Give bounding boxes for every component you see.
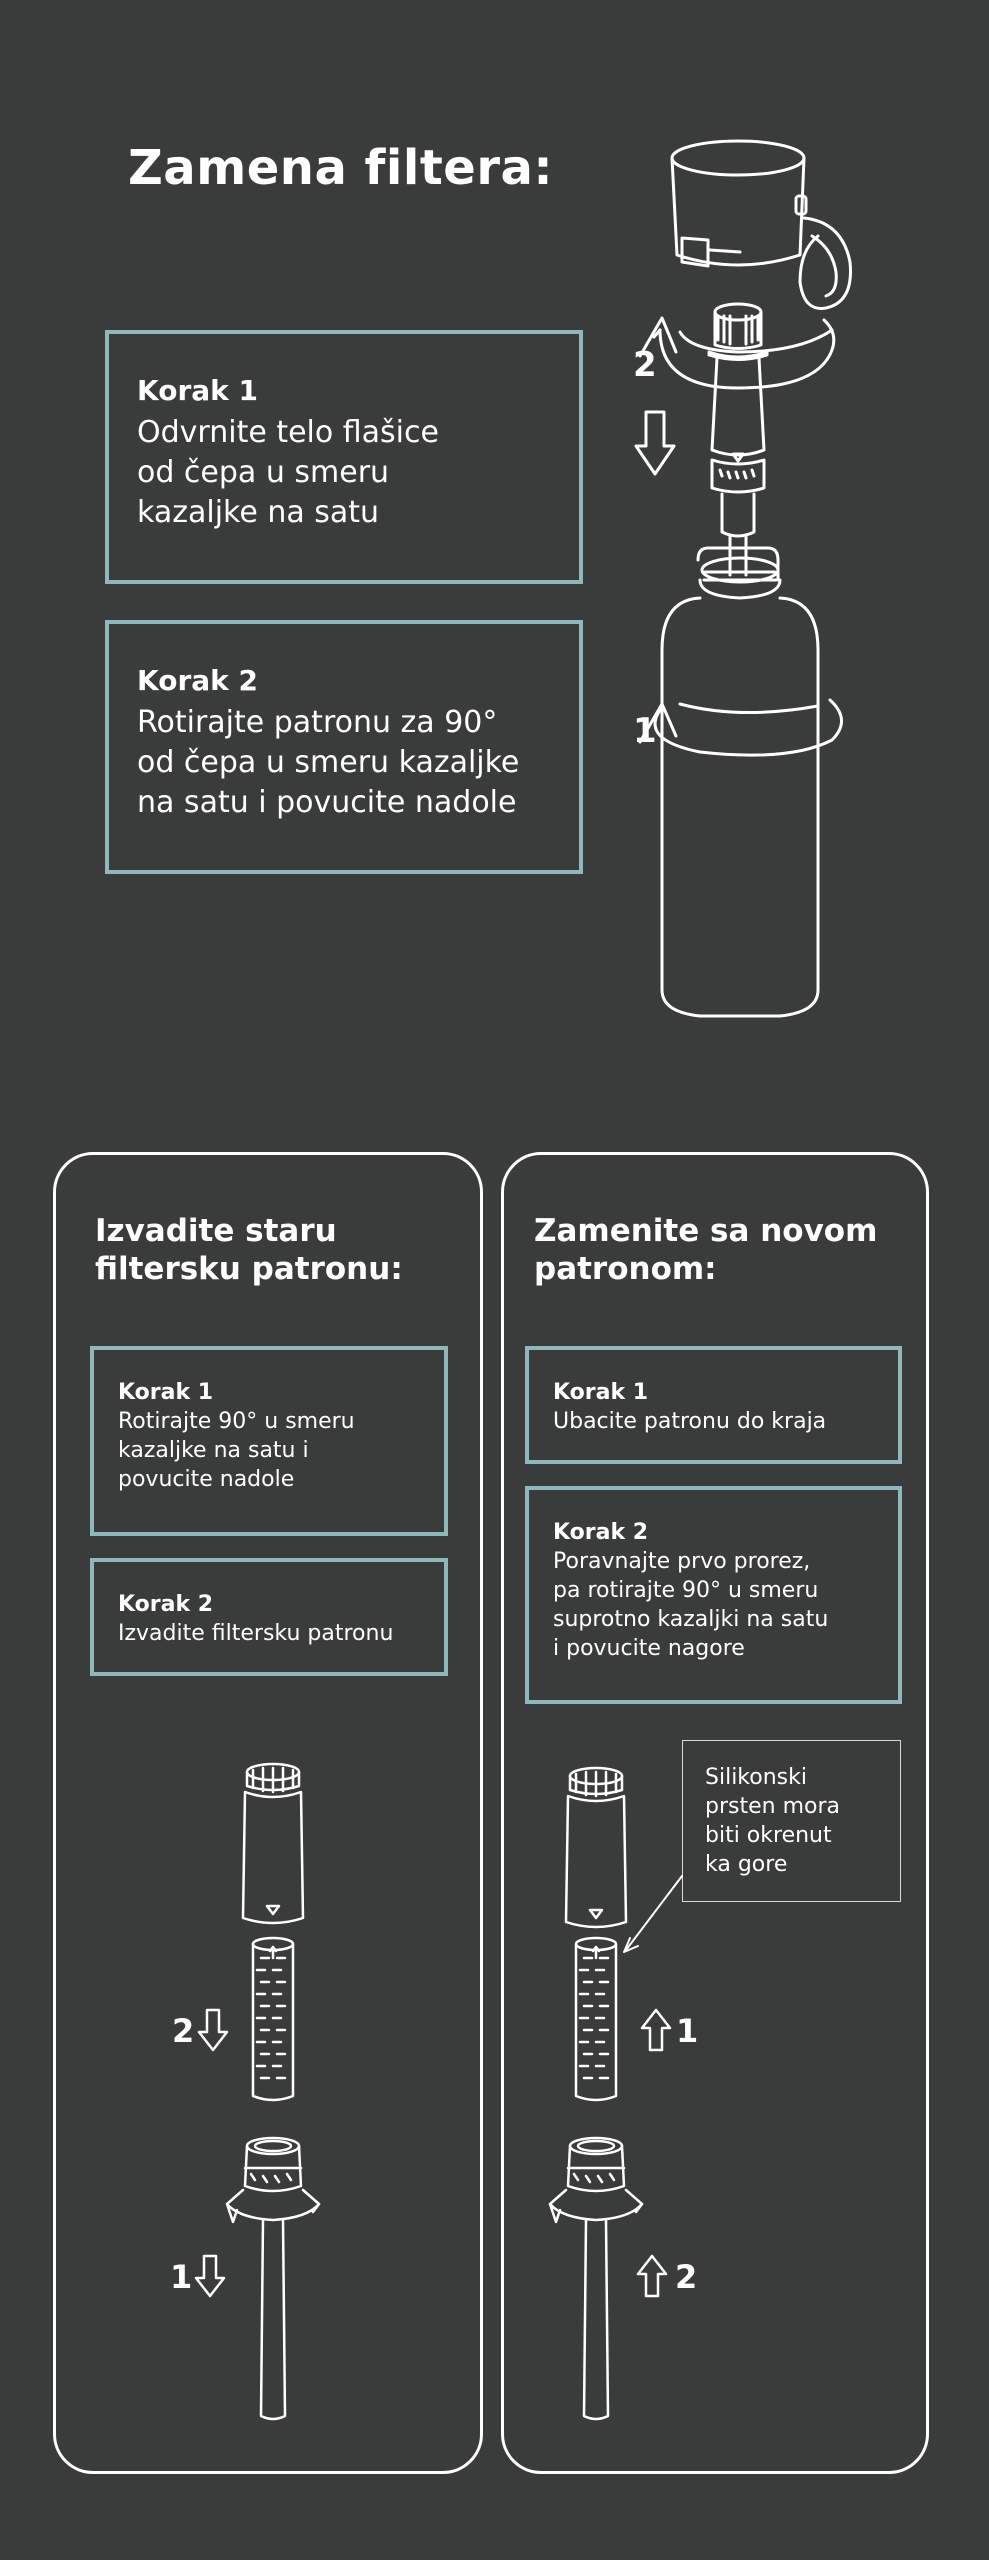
step-text-line: Rotirajte 90° u smeru	[118, 1409, 355, 1434]
up-arrow-icon	[642, 2010, 670, 2050]
step-text-line: Rotirajte patronu za 90°	[137, 705, 498, 740]
step-text-line: od čepa u smeru	[137, 455, 390, 490]
cartridge-housing-drawing	[243, 1764, 303, 1923]
cartridge-housing-drawing	[566, 1768, 626, 1927]
arrow-label: 2	[675, 2258, 698, 2296]
page-title: Zamena filtera:	[128, 140, 554, 196]
step-text-line: kazaljke na satu	[137, 495, 380, 530]
arrow-label: 2	[633, 345, 657, 385]
arrow-label: 1	[676, 2012, 699, 2050]
step-text-line: Izvadite filtersku patronu	[118, 1621, 394, 1646]
step-title: Korak 2	[137, 664, 258, 697]
note-line: biti okrenut	[705, 1823, 832, 1848]
step-text-line: kazaljke na satu i	[118, 1438, 309, 1463]
note-line: prsten mora	[705, 1794, 840, 1819]
step-text-line: na satu i povucite nadole	[137, 785, 517, 820]
step-text-line: od čepa u smeru kazaljke	[137, 745, 520, 780]
step-title: Korak 1	[137, 374, 258, 407]
step-title: Korak 2	[118, 1592, 214, 1617]
step-text-line: i povucite nagore	[553, 1636, 745, 1661]
step-text-line: suprotno kazaljki na satu	[553, 1607, 829, 1632]
step-text-line: Odvrnite telo flašice	[137, 415, 439, 450]
panel-title-line: filtersku patronu:	[95, 1251, 403, 1287]
step-text-line: Poravnajte prvo prorez,	[553, 1549, 811, 1574]
panel-title-line: Zamenite sa novom	[534, 1213, 878, 1249]
step-text-line: povucite nadole	[118, 1467, 295, 1492]
up-arrow-icon	[638, 2256, 666, 2296]
note-line: ka gore	[705, 1852, 788, 1877]
step-title: Korak 1	[553, 1380, 649, 1405]
inner-tube-drawing	[550, 2138, 642, 2419]
step-title: Korak 1	[118, 1380, 214, 1405]
old-filter-drawing	[253, 1938, 293, 2100]
step-title: Korak 2	[553, 1520, 649, 1545]
arrow-label: 2	[172, 2012, 195, 2050]
inner-tube-drawing	[227, 2138, 319, 2419]
step-text-line: Ubacite patronu do kraja	[553, 1409, 827, 1434]
note-line: Silikonski	[705, 1765, 807, 1790]
new-filter-drawing	[576, 1938, 616, 2100]
step-text-line: pa rotirajte 90° u smeru	[553, 1578, 819, 1603]
callout-line	[626, 1876, 682, 1950]
panel-title-line: patronom:	[534, 1251, 717, 1287]
arrow-label: 1	[633, 711, 657, 751]
down-arrow-icon	[199, 2010, 227, 2050]
panel-title-line: Izvadite staru	[95, 1213, 337, 1249]
down-arrow-icon	[196, 2256, 224, 2296]
arrow-label: 1	[170, 2258, 193, 2296]
